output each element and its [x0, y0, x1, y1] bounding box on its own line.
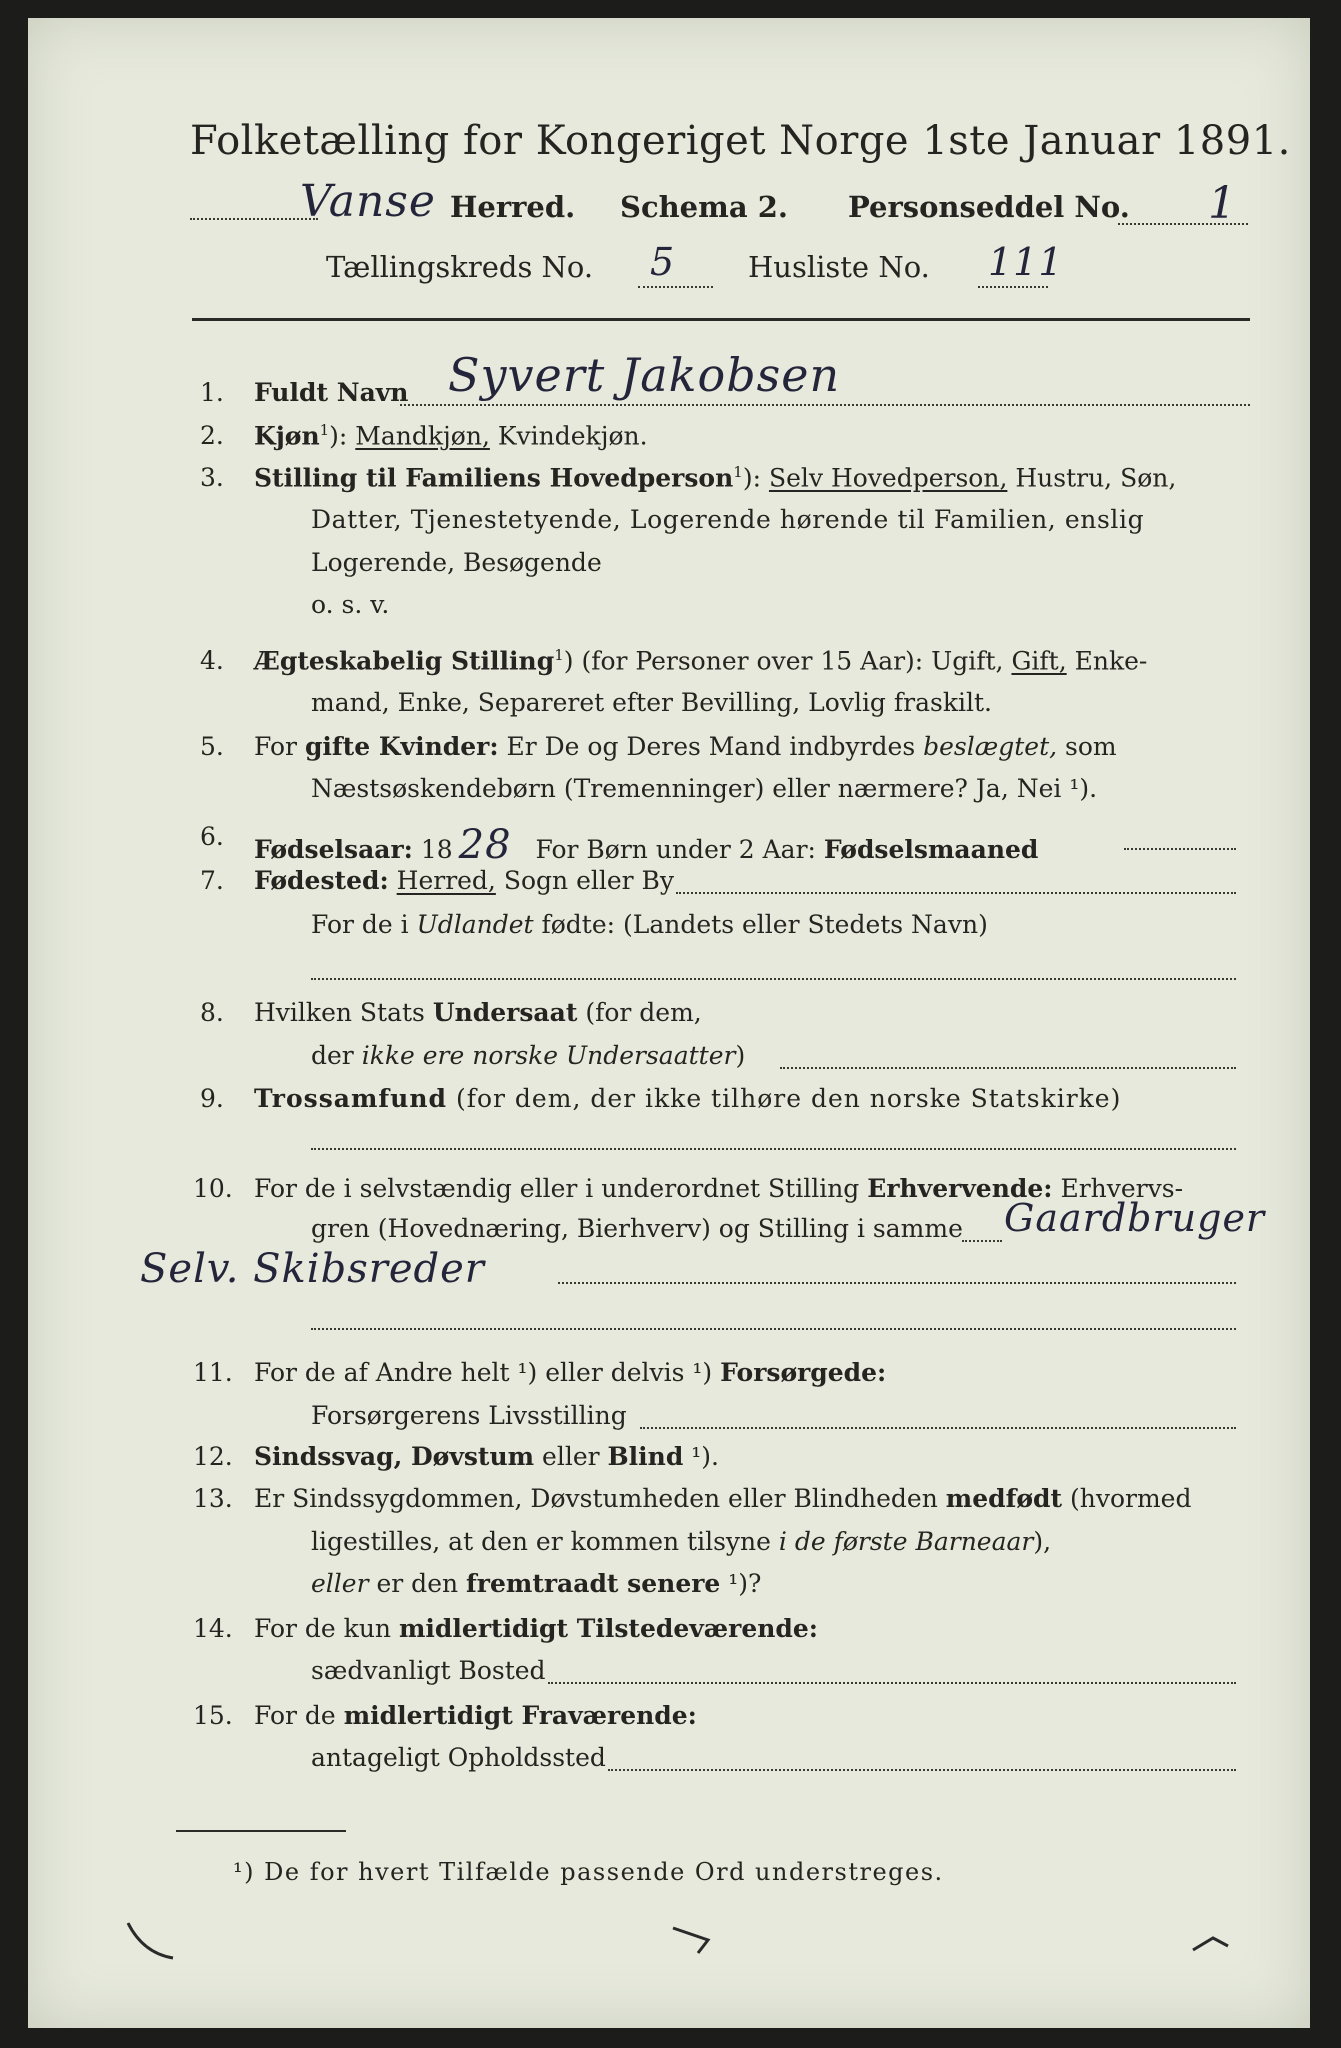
q14-number: 14.	[193, 1614, 233, 1643]
q12-number: 12.	[193, 1442, 233, 1471]
q13-line2-a: ligestilles, at den er kommen tilsyne	[311, 1527, 779, 1556]
q10-label: Erhvervende:	[867, 1174, 1053, 1203]
q3-label: Stilling til Familiens Hovedperson	[254, 463, 734, 493]
q10-number: 10.	[193, 1174, 233, 1203]
q4-text-a: ) (for Personer over 15 Aar): Ugift,	[563, 646, 1012, 676]
q11-fill-line	[640, 1427, 1236, 1429]
q1-label: Fuldt Navn	[254, 378, 409, 407]
q5-number: 5.	[200, 732, 224, 761]
q7-line2-a: For de i	[311, 910, 417, 939]
personseddel-label: Personseddel No.	[848, 190, 1130, 224]
personseddel-handwritten: 1	[1208, 178, 1237, 229]
q13-text-a: Er Sindssygdommen, Døvstumheden eller Blindheden	[254, 1484, 946, 1513]
q13-line3-c: ¹)?	[720, 1569, 762, 1598]
q3-line4: o. s. v.	[311, 590, 390, 619]
q6-fill-line	[1124, 848, 1236, 850]
footnote-text: ¹) De for hvert Tilfælde passende Ord understreges.	[233, 1858, 944, 1886]
q4-line1	[254, 646, 1147, 675]
husliste-label: Husliste No.	[748, 250, 930, 284]
q15-fill-line	[608, 1769, 1236, 1771]
q5-line1	[254, 732, 1117, 761]
q4-selected-gift: Gift,	[1011, 646, 1067, 676]
form-title: Folketælling for Kongeriget Norge 1ste Januar 1891.	[190, 118, 1291, 164]
q12-label2: Blind	[607, 1442, 684, 1471]
q8-text-a: Hvilken Stats	[254, 998, 433, 1027]
q13-line3-bold: fremtraadt senere	[466, 1569, 721, 1598]
kreds-handwritten: 5	[650, 240, 676, 284]
q13-text-b: (hvormed	[1062, 1484, 1192, 1513]
q5-text-a: For	[254, 732, 305, 761]
q14-line2: sædvanligt Bosted	[311, 1656, 546, 1685]
q8-line2-italic: ikke ere norske Undersaatter	[361, 1041, 736, 1070]
herred-label: Herred.	[450, 190, 576, 224]
q4-text-b: Enke-	[1066, 646, 1148, 676]
q3-sup: 1	[733, 463, 743, 481]
q13-line2	[311, 1527, 1051, 1556]
q9-label: Trossamfund	[254, 1084, 448, 1113]
q12-label: Sindssvag, Døvstum	[254, 1442, 535, 1471]
q5-text-b: Er De og Deres Mand indbyrdes	[498, 732, 924, 761]
q15-number: 15.	[193, 1701, 233, 1730]
herred-fill-line	[190, 218, 318, 220]
q10-fill-line-b	[558, 1282, 1236, 1284]
q3-line3: Logerende, Besøgende	[311, 548, 602, 577]
footnote-rule	[176, 1830, 346, 1832]
q8-number: 8.	[200, 998, 224, 1027]
q7-label: Fødested:	[254, 866, 389, 895]
schema-label: Schema 2.	[620, 190, 788, 224]
kreds-label: Tællingskreds No.	[326, 250, 594, 284]
q4-sup: 1	[554, 646, 564, 664]
q13-line1	[254, 1484, 1191, 1513]
q2-text-b: Kvindekjøn.	[489, 421, 648, 451]
q13-number: 13.	[193, 1484, 233, 1513]
q11-line2: Forsørgerens Livsstilling	[311, 1401, 627, 1430]
q6-line	[254, 822, 1038, 868]
q14-label: midlertidigt Tilstedeværende:	[398, 1614, 819, 1643]
q13-line3	[311, 1569, 761, 1598]
q13-line2-b: ),	[1033, 1527, 1052, 1556]
herred-handwritten: Vanse	[300, 176, 436, 227]
q3-text-a: ):	[742, 463, 769, 493]
q9-fill-line	[311, 1148, 1236, 1150]
husliste-handwritten: 111	[988, 240, 1064, 284]
q2-sup: 1	[319, 421, 330, 439]
q6-label2: Fødselsmaaned	[823, 835, 1039, 864]
q10-handwritten-occupation: Gaardbruger	[1004, 1196, 1266, 1240]
q8-label: Undersaat	[432, 998, 578, 1027]
q2-label: Kjøn	[254, 421, 320, 451]
q10-fill-line-c	[311, 1328, 1236, 1330]
husliste-fill-line	[978, 286, 1048, 288]
q8-line1	[254, 998, 702, 1027]
q8-fill-line	[780, 1067, 1236, 1069]
q8-line2-a: der	[311, 1041, 362, 1070]
q7-fill-line	[676, 892, 1236, 894]
q13-line3-a: er den	[368, 1569, 467, 1598]
q4-label: Ægteskabelig Stilling	[254, 646, 555, 676]
q2-number: 2.	[200, 421, 224, 450]
q4-line2: mand, Enke, Separeret efter Bevilling, Lovlig fraskilt.	[311, 688, 992, 717]
q3-text-b: Hustru, Søn,	[1007, 463, 1177, 493]
q14-text-a: For de kun	[254, 1614, 399, 1643]
q15-label: midlertidigt Fraværende:	[343, 1701, 697, 1730]
q11-text-a: For de af Andre helt ¹) eller delvis ¹)	[254, 1358, 721, 1387]
q11-label: Forsørgede:	[720, 1358, 887, 1387]
q3-number: 3.	[200, 463, 224, 492]
q9-number: 9.	[200, 1084, 224, 1113]
q15-text-a: For de	[254, 1701, 344, 1730]
q2-selected-mandkjon: Mandkjøn,	[355, 421, 490, 451]
q1-name-handwritten: Syvert Jakobsen	[448, 348, 841, 402]
census-form-page	[28, 18, 1310, 2028]
q6-text-a: 18	[412, 835, 453, 864]
q9-line1	[254, 1084, 1121, 1113]
q1-number: 1.	[200, 378, 224, 407]
corner-mark-right	[1188, 1928, 1238, 1958]
q10-text-a: For de i selvstændig eller i underordnet Stilling	[254, 1174, 868, 1203]
q6-year-handwritten: 28	[458, 822, 512, 868]
q3-line1	[254, 463, 1176, 492]
q8-text-b: (for dem,	[577, 998, 702, 1027]
corner-mark-left	[123, 1918, 203, 1968]
q8-line2	[311, 1041, 745, 1070]
center-mark	[668, 1918, 738, 1968]
q6-number: 6.	[200, 822, 224, 851]
q13-line3-italic: eller	[311, 1569, 369, 1598]
q3-selected-selv-hovedperson: Selv Hovedperson,	[768, 463, 1008, 493]
q10-handwritten-secondary: Selv. Skibsreder	[140, 1246, 485, 1292]
q14-line1	[254, 1614, 818, 1643]
q15-line2: antageligt Opholdssted	[311, 1743, 606, 1772]
q7-number: 7.	[200, 866, 224, 895]
kreds-fill-line	[638, 286, 713, 288]
q6-text-b: For Børn under 2 Aar:	[527, 835, 824, 864]
q5-label: gifte Kvinder:	[304, 732, 499, 761]
q12-text-a: eller	[534, 1442, 608, 1471]
q7-selected-herred: Herred,	[396, 866, 496, 895]
q9-text-b: (for dem, der ikke tilhøre den norske Statskirke)	[447, 1084, 1122, 1113]
q4-number: 4.	[200, 646, 224, 675]
q5-italic: beslægtet,	[923, 732, 1058, 761]
q7-line2	[311, 910, 988, 939]
q13-label: medfødt	[945, 1484, 1063, 1513]
q2-text-a: ):	[329, 421, 356, 451]
q15-line1	[254, 1701, 697, 1730]
q7-line2-b: fødte: (Landets eller Stedets Navn)	[533, 910, 988, 939]
q6-label: Fødselsaar:	[254, 835, 413, 864]
q2-line	[254, 421, 648, 450]
q11-line1	[254, 1358, 886, 1387]
q7-extra-fill-line	[311, 978, 1236, 980]
q14-fill-line	[548, 1682, 1236, 1684]
q11-number: 11.	[193, 1358, 233, 1387]
header-rule	[192, 318, 1250, 321]
q12-line	[254, 1442, 719, 1471]
q5-line2: Næstsøskendebørn (Tremenninger) eller nærmere? Ja, Nei ¹).	[311, 774, 1098, 803]
q10-line2: gren (Hovednæring, Bierhverv) og Stilling i samme	[311, 1214, 963, 1243]
q7-text-b: Sogn eller By	[495, 866, 675, 895]
q3-line2: Datter, Tjenestetyende, Logerende hørende til Familien, enslig	[311, 505, 1145, 534]
q7-line1	[254, 866, 674, 895]
q1-fill-line	[400, 404, 1250, 406]
q10-fill-line-a	[962, 1240, 1002, 1242]
q5-text-c: som	[1057, 732, 1117, 761]
q8-line2-b: )	[735, 1041, 746, 1070]
q10-text-b: Erhvervs-	[1052, 1174, 1184, 1203]
q13-line2-italic: i de første Barneaar	[778, 1527, 1034, 1556]
q7-line2-italic: Udlandet	[416, 910, 534, 939]
q12-text-b: ¹).	[683, 1442, 719, 1471]
